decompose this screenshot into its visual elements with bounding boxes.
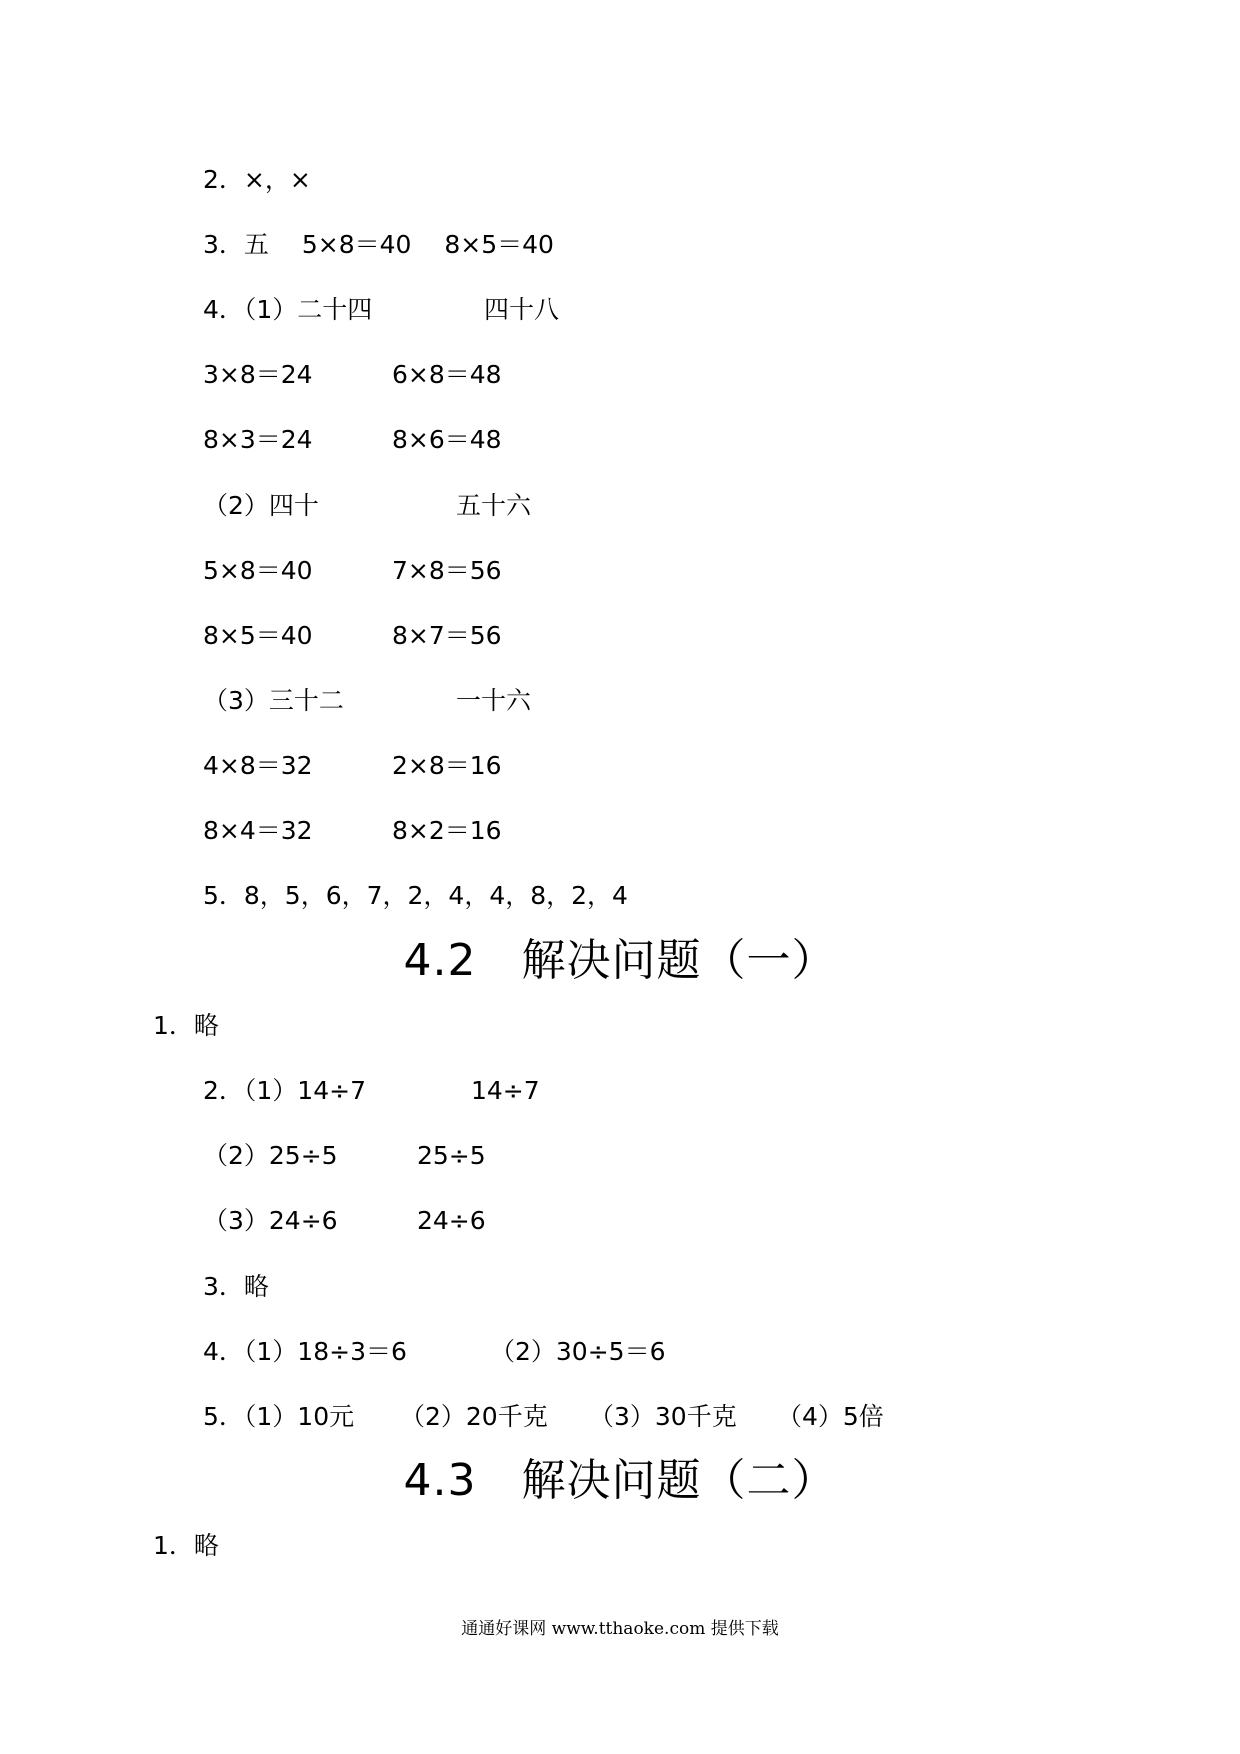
- answer-1: 1．略: [153, 1011, 219, 1040]
- answer-5-2: （2）20千克: [400, 1402, 548, 1431]
- answer-2-2-right: 25÷5: [417, 1141, 486, 1170]
- answer-4-1-left: 4．（1）二十四: [203, 295, 373, 324]
- answer-2: 2．×，×: [203, 165, 311, 194]
- equation: 8×4＝32: [203, 816, 313, 845]
- answer-5-3: （3）30千克: [589, 1402, 737, 1431]
- answer-5-1: 5．（1）10元: [203, 1402, 355, 1431]
- equation: 7×8＝56: [392, 556, 502, 585]
- answer-4-left: 4．（1）18÷3＝6: [203, 1337, 407, 1366]
- answer-5: 5．8，5，6，7，2，4，4，8，2，4: [203, 881, 628, 910]
- equation: 2×8＝16: [392, 751, 502, 780]
- equation: 8×3＝24: [203, 425, 313, 454]
- equation: 8×5＝40: [203, 621, 313, 650]
- page-footer: 通通好课网 www.tthaoke.com 提供下载: [461, 1619, 779, 1639]
- equation: 8×2＝16: [392, 816, 502, 845]
- equation: 5×8＝40: [203, 556, 313, 585]
- answer-2-1-right: 14÷7: [471, 1076, 540, 1105]
- answer-4-3-right: 一十六: [456, 686, 532, 715]
- answer-3: 3．五 5×8＝40 8×5＝40: [203, 230, 554, 259]
- equation: 8×7＝56: [392, 621, 502, 650]
- equation: 6×8＝48: [392, 360, 502, 389]
- answer-3: 3．略: [203, 1272, 269, 1301]
- answer-4-2-right: 五十六: [456, 491, 532, 520]
- section-heading-4-3: 4.3 解决问题（二）: [403, 1455, 837, 1506]
- answer-4-right: （2）30÷5＝6: [490, 1337, 666, 1366]
- answer-2-2-left: （2）25÷5: [203, 1141, 338, 1170]
- answer-5-4: （4）5倍: [777, 1402, 884, 1431]
- section-heading-4-2: 4.2 解决问题（一）: [403, 935, 837, 986]
- answer-4-1-right: 四十八: [484, 295, 560, 324]
- equation: 4×8＝32: [203, 751, 313, 780]
- answer-2-3-left: （3）24÷6: [203, 1206, 338, 1235]
- answer-1: 1．略: [153, 1531, 219, 1560]
- answer-4-2-left: （2）四十: [203, 491, 319, 520]
- equation: 8×6＝48: [392, 425, 502, 454]
- answer-4-3-left: （3）三十二: [203, 686, 344, 715]
- answer-2-3-right: 24÷6: [417, 1206, 486, 1235]
- answer-2-1-left: 2．（1）14÷7: [203, 1076, 366, 1105]
- equation: 3×8＝24: [203, 360, 313, 389]
